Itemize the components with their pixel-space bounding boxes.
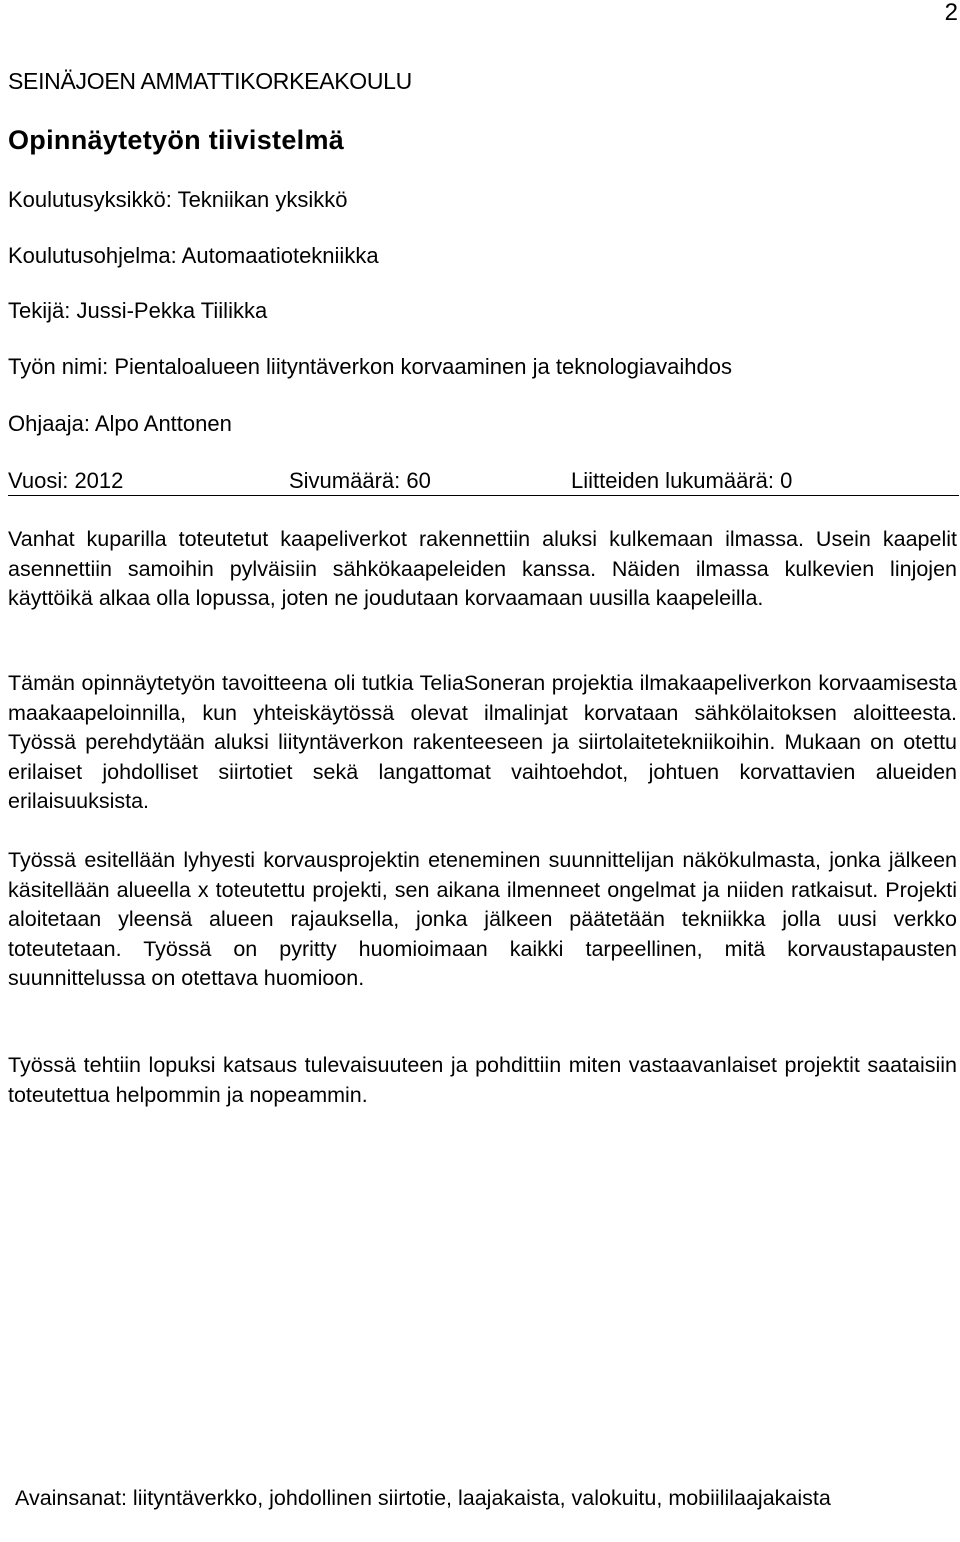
meta-row — [8, 466, 960, 496]
keywords: Avainsanat: liityntäverkko, johdollinen siirtotie, laajakaista, valokuitu, mobiililaajakaista — [15, 1486, 831, 1510]
document-title: Opinnäytetyön tiivistelmä — [8, 125, 345, 155]
abstract-paragraph-4: Työssä tehtiin lopuksi katsaus tulevaisuuteen ja pohdittiin miten vastaavanlaiset projektit saataisiin toteutettua helpommin ja nopeammin. — [8, 1053, 957, 1107]
field-programme: Koulutusohjelma: Automaatiotekniikka — [8, 243, 379, 268]
field-supervisor: Ohjaaja: Alpo Anttonen — [8, 411, 232, 436]
abstract-paragraph-2: Tämän opinnäytetyön tavoitteena oli tutkia TeliaSoneran projektia ilmakaapeliverkon korvaamisesta maakaapeloinnilla, kun yhteiskäytössä olevat ilmalinjat korvataan sähkölaitoksen aloitteesta. Työssä perehdytään aluksi liityntäverkon rakenteeseen ja siirtolaitetekniikoihin. Mukaan on otettu erilaiset johdolliset siirtotiet sekä langattomat vaihtoehdot, johtuen korvattavien alueiden erilaisuuksista. — [8, 671, 957, 813]
field-thesis-name: Työn nimi: Pientaloalueen liityntäverkon korvaaminen ja teknologiavaihdos — [8, 354, 732, 379]
field-unit: Koulutusyksikkö: Tekniikan yksikkö — [8, 187, 348, 212]
field-author: Tekijä: Jussi-Pekka Tiilikka — [8, 298, 268, 323]
meta-divider — [8, 495, 959, 496]
abstract-paragraph-1: Vanhat kuparilla toteutetut kaapeliverkot rakennettiin aluksi kulkemaan ilmassa. Usein kaapelit asennettiin samoihin pylväisiin sähkökaapeleiden kanssa. Näiden ilmassa kulkevien linjojen käyttöikä alkaa olla lopussa, joten ne joudutaan korvaamaan uusilla kaapeleilla. — [8, 527, 957, 610]
school-name: SEINÄJOEN AMMATTIKORKEAKOULU — [8, 68, 412, 94]
page-number: 2 — [944, 0, 958, 26]
meta-year: Vuosi: 2012 — [8, 468, 124, 493]
meta-appendices: Liitteiden lukumäärä: 0 — [571, 468, 793, 493]
meta-pages: Sivumäärä: 60 — [289, 468, 431, 493]
abstract-paragraph-3: Työssä esitellään lyhyesti korvausprojektin eteneminen suunnittelijan näkökulmasta, jonka jälkeen käsitellään alueella x toteutettu projekti, sen aikana ilmenneet ongelmat ja niiden ratkaisut. Projekti aloitetaan yleensä alueen rajauksella, jonka jälkeen päätetään tekniikka jolla uusi verkko toteutetaan. Työssä on pyritty huomioimaan kaikki tarpeellinen, mitä korvaustapausten suunnittelussa on otettava huomioon. — [8, 848, 957, 990]
